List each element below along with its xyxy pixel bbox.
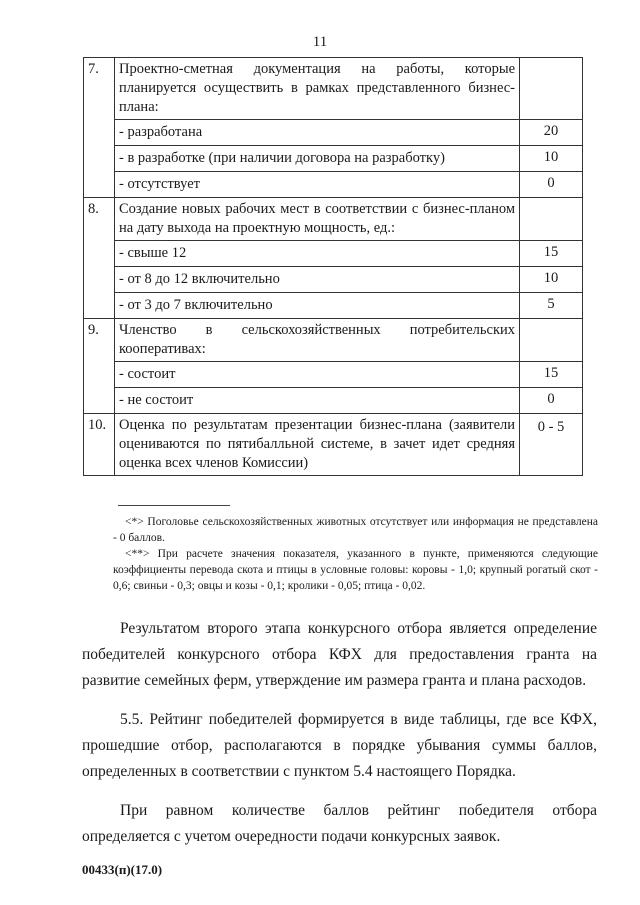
score-cell bbox=[520, 198, 583, 241]
score-value: 15 bbox=[520, 362, 583, 388]
table-row bbox=[84, 388, 583, 414]
score-value: 10 bbox=[520, 267, 583, 293]
row-number: 10. bbox=[84, 414, 115, 476]
score-cell bbox=[520, 58, 583, 120]
option-label: - от 3 до 7 включительно bbox=[115, 293, 520, 319]
row-number: 7. bbox=[84, 58, 115, 198]
table-row bbox=[84, 172, 583, 198]
criteria-table bbox=[83, 57, 583, 476]
table-row bbox=[84, 267, 583, 293]
score-value: 0 bbox=[520, 172, 583, 198]
option-label: - разработана bbox=[115, 120, 520, 146]
score-value: 5 bbox=[520, 293, 583, 319]
criterion-text: Оценка по результатам презентации бизнес-плана (заявители оцениваются по пятибалльной системе, в зачет идет средняя оценка всех членов Комиссии) bbox=[115, 414, 520, 476]
table-row bbox=[84, 319, 583, 362]
criterion-text: Членство в сельскохозяйственных потребительских кооперативах: bbox=[115, 319, 520, 362]
table-row bbox=[84, 120, 583, 146]
paragraph: При равном количестве баллов рейтинг победителя отбора определяется с учетом очередности подачи конкурсных заявок. bbox=[82, 802, 597, 845]
paragraph: Результатом второго этапа конкурсного отбора является определение победителей конкурсного отбора КФХ для предоставления гранта на развитие семейных ферм, утверждение им размера гранта и плана расходов. bbox=[82, 620, 597, 689]
table-row bbox=[84, 293, 583, 319]
option-label: - состоит bbox=[115, 362, 520, 388]
table-row bbox=[84, 362, 583, 388]
table-row bbox=[84, 241, 583, 267]
score-value: 0 - 5 bbox=[520, 414, 583, 476]
body-text bbox=[82, 616, 597, 863]
footnote: <*> Поголовье сельскохозяйственных животных отсутствует или информация не представлена - 0 баллов. bbox=[113, 516, 598, 544]
paragraph: 5.5. Рейтинг победителей формируется в виде таблицы, где все КФХ, прошедшие отбор, располагаются в порядке убывания суммы баллов, определенных в соответствии с пунктом 5.4 настоящего Порядка. bbox=[82, 711, 597, 780]
footnote: <**> При расчете значения показателя, указанного в пункте, применяются следующие коэффициенты перевода скота и птицы в условные головы: коровы - 1,0; крупный рогатый скот - 0,6; свиньи - 0,3; овцы и козы - 0,1; кролики - 0,05; птица - 0,02. bbox=[113, 548, 598, 592]
option-label: - свыше 12 bbox=[115, 241, 520, 267]
row-number: 9. bbox=[84, 319, 115, 414]
table-row bbox=[84, 58, 583, 120]
footnotes bbox=[113, 514, 598, 594]
score-value: 10 bbox=[520, 146, 583, 172]
table-row bbox=[84, 146, 583, 172]
table-row bbox=[84, 414, 583, 476]
score-value: 0 bbox=[520, 388, 583, 414]
score-value: 15 bbox=[520, 241, 583, 267]
option-label: - в разработке (при наличии договора на разработку) bbox=[115, 146, 520, 172]
criterion-text: Проектно-сметная документация на работы, которые планируется осуществить в рамках представленного бизнес-плана: bbox=[115, 58, 520, 120]
footnote-separator bbox=[118, 505, 230, 506]
score-value: 20 bbox=[520, 120, 583, 146]
option-label: - отсутствует bbox=[115, 172, 520, 198]
score-cell bbox=[520, 319, 583, 362]
row-number: 8. bbox=[84, 198, 115, 319]
document-code: 00433(п)(17.0) bbox=[82, 862, 163, 877]
criterion-text: Создание новых рабочих мест в соответствии с бизнес-планом на дату выхода на проектную мощность, ед.: bbox=[115, 198, 520, 241]
page-number: 11 bbox=[312, 34, 328, 50]
option-label: - не состоит bbox=[115, 388, 520, 414]
option-label: - от 8 до 12 включительно bbox=[115, 267, 520, 293]
table-row bbox=[84, 198, 583, 241]
